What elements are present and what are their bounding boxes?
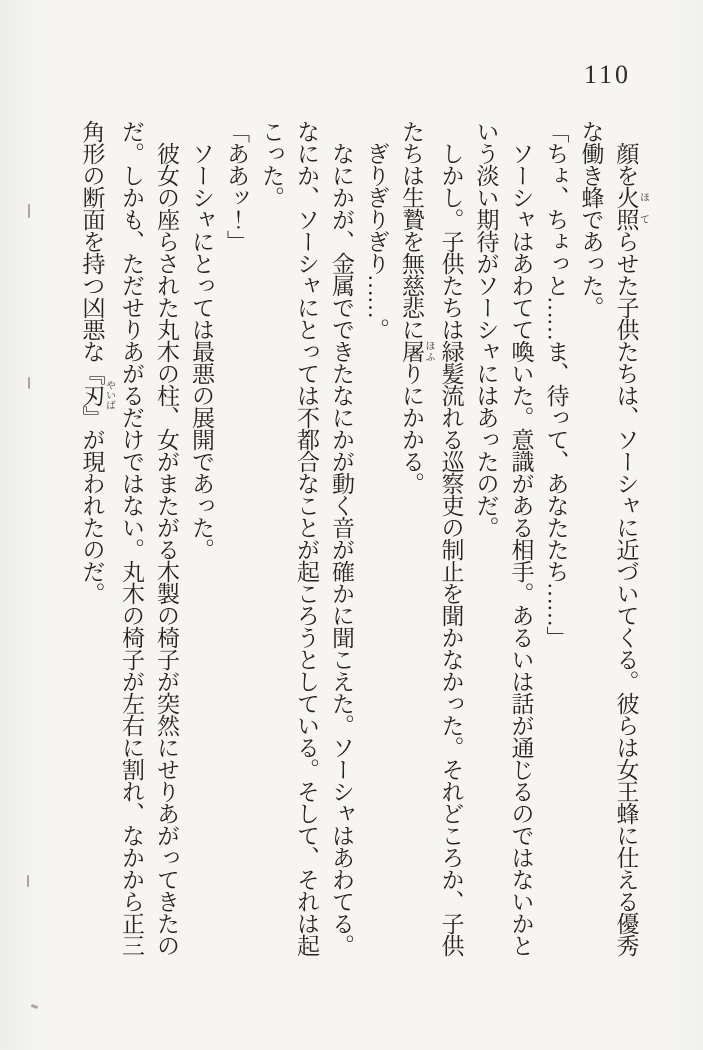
text-line: 顔を火照 ほてらせた子供たちは、ソーシャに近づいてくる。彼らは女王蜂に仕える優秀 bbox=[613, 142, 649, 956]
text-line: しかし。子供たちは緑髪流れる巡察吏の制止を聞かなかった。それどころか、子供 bbox=[438, 142, 464, 956]
text-line: な働き蜂であった。 bbox=[578, 120, 604, 318]
page-number: 110 bbox=[584, 60, 632, 89]
scan-artifact bbox=[27, 875, 29, 887]
text-line: 「ああッ！」 bbox=[224, 120, 249, 252]
furigana-ruby: 屠 ほふ bbox=[399, 340, 434, 362]
scan-artifact bbox=[28, 377, 30, 389]
scan-artifact bbox=[31, 1004, 39, 1009]
furigana-text: ほふ bbox=[423, 340, 434, 362]
text-line: 彼女の座らされた丸木の柱、女がまたがる木製の椅子が突然にせりあがってきたの bbox=[154, 142, 179, 956]
furigana-ruby: 火照 ほて bbox=[613, 186, 649, 230]
text-line: なにかが、金属でできたなにかが動く音が確かに聞こえた。ソーシャはあわてる。 bbox=[329, 142, 354, 956]
text-line: だ。しかも、ただせりあがるだけではない。丸木の椅子が左右に割れ、なかから正三 bbox=[119, 120, 144, 956]
furigana-text: やいば bbox=[103, 380, 115, 410]
text-line: こった。 bbox=[259, 120, 284, 208]
text-line: ソーシャはあわてて喚いた。意識がある相手。あるいは話が通じるのではないかと bbox=[508, 142, 534, 956]
text-line: 「ちょ、ちょっと……ま、待って、あなたたち……」 bbox=[543, 120, 569, 648]
text-line: いう淡い期待がソーシャにはあったのだ。 bbox=[473, 120, 499, 538]
text-line: ぎりぎりぎり……。 bbox=[364, 142, 389, 340]
text-line: なにか、ソーシャにとっては不都合なことが起ころうとしている。そして、それは起 bbox=[294, 120, 319, 956]
furigana-text: ほて bbox=[637, 186, 649, 230]
text-line: 角形の断面を持つ凶悪な『刃 やいば』が現われたのだ。 bbox=[79, 120, 115, 604]
furigana-ruby: 刃 やいば bbox=[79, 380, 115, 410]
text-line: たちは生贄を無慈悲に屠 ほふりにかかる。 bbox=[399, 120, 434, 494]
text-line: ソーシャにとっては最悪の展開であった。 bbox=[189, 142, 214, 560]
text-block bbox=[75, 120, 649, 972]
scan-artifact bbox=[28, 204, 30, 218]
